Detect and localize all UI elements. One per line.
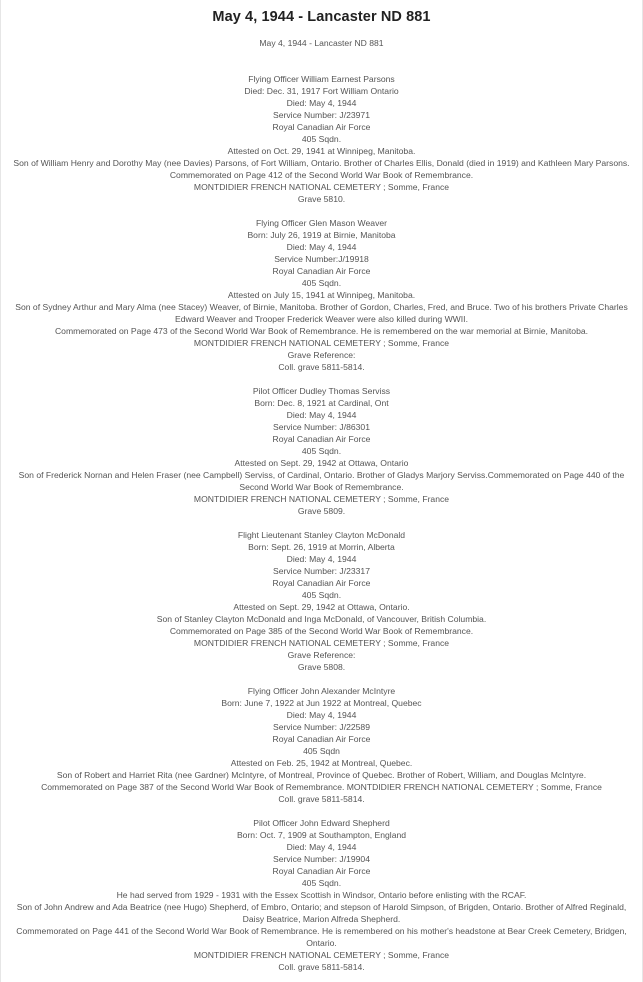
entry-line: Service Number: J/23317: [273, 566, 370, 576]
entry-line: Commemorated on Page 387 of the Second World War Book of Remembrance. MONTDIDIER FRENCH NATIONAL CEMETERY ; Somme, France: [41, 782, 602, 792]
entry-line: Died: May 4, 1944: [286, 554, 357, 564]
entry-line: Grave 5810.: [297, 194, 346, 204]
memorial-entry: [5, 217, 638, 373]
entry-line: MONTDIDIER FRENCH NATIONAL CEMETERY ; Somme, France: [193, 950, 450, 960]
page-title: May 4, 1944 - Lancaster ND 881: [212, 9, 431, 25]
entry-line: 405 Sqdn.: [301, 590, 342, 600]
entry-line: Service Number:J/19918: [274, 254, 369, 264]
entry-line: Died: May 4, 1944: [286, 842, 357, 852]
entry-line: Died: Dec. 31, 1917 Fort William Ontario: [244, 86, 399, 96]
entry-line: Attested on Sept. 29, 1942 at Ottawa, Ontario: [234, 458, 409, 468]
entry-line: Born: Sept. 26, 1919 at Morrin, Alberta: [248, 542, 395, 552]
entry-line: Son of Stanley Clayton McDonald and Inga McDonald, of Vancouver, British Columbia.: [156, 614, 487, 624]
entry-line: Grave 5809.: [297, 506, 346, 516]
entry-line: Service Number: J/86301: [273, 422, 370, 432]
memorial-entry: [5, 529, 638, 673]
entry-name: Pilot Officer John Edward Shepherd: [253, 818, 390, 828]
entry-line: Royal Canadian Air Force: [272, 866, 371, 876]
page-subtitle: May 4, 1944 - Lancaster ND 881: [259, 38, 384, 48]
entry-line: Royal Canadian Air Force: [272, 434, 371, 444]
entry-line: MONTDIDIER FRENCH NATIONAL CEMETERY ; Somme, France: [193, 182, 450, 192]
entry-line: MONTDIDIER FRENCH NATIONAL CEMETERY ; Somme, France: [193, 638, 450, 648]
entry-line: He had served from 1929 - 1931 with the Essex Scottish in Windsor, Ontario before enlisting with the RCAF.: [116, 890, 527, 900]
entry-line: Son of Sydney Arthur and Mary Alma (nee Stacey) Weaver, of Birnie, Manitoba. Brother of Gordon, Charles, Fred, and Bruce. Two of his brothers Private Charles Edward Weaver and Trooper Frederick Weaver were also killed during WWII.: [15, 302, 628, 324]
entry-line: Died: May 4, 1944: [286, 710, 357, 720]
entry-line: Commemorated on Page 385 of the Second World War Book of Remembrance.: [169, 626, 474, 636]
entry-line: Son of John Andrew and Ada Beatrice (nee Hugo) Shepherd, of Embro, Ontario; and stepson of Harold Simpson, of Brigden, Ontario. Brother of Alfred Reginald, Daisy Beatrice, Marion Alfreda Shepherd.: [16, 902, 627, 924]
entry-line: 405 Sqdn.: [301, 134, 342, 144]
entry-line: 405 Sqdn.: [301, 878, 342, 888]
entry-line: 405 Sqdn.: [301, 278, 342, 288]
entry-line: Died: May 4, 1944: [286, 242, 357, 252]
entry-line: Coll. grave 5811-5814.: [278, 962, 365, 972]
memorial-entry: [5, 685, 638, 805]
entry-line: Grave Reference:: [287, 650, 356, 660]
entry-line: Son of Frederick Nornan and Helen Fraser (nee Campbell) Serviss, of Cardinal, Ontario. Brother of Gladys Marjory Serviss.Commemorated on Page 440 of the Second World War Book of Remembrance.: [18, 470, 625, 492]
entry-line: Commemorated on Page 441 of the Second World War Book of Remembrance. He is remembered on his mother's headstone at Bear Creek Cemetery, Bridgen, Ontario.: [16, 926, 627, 948]
entry-line: Grave Reference:: [287, 350, 356, 360]
entry-line: Son of Robert and Harriet Rita (nee Gardner) McIntyre, of Montreal, Province of Quebec. Brother of Robert, William, and Douglas McIntyre.: [56, 770, 587, 780]
memorial-entry: [5, 817, 638, 973]
entry-line: Attested on Feb. 25, 1942 at Montreal, Quebec.: [230, 758, 413, 768]
entry-line: Attested on July 15, 1941 at Winnipeg, Manitoba.: [227, 290, 416, 300]
entry-line: MONTDIDIER FRENCH NATIONAL CEMETERY ; Somme, France: [193, 338, 450, 348]
entry-line: Commemorated on Page 412 of the Second World War Book of Remembrance.: [169, 170, 474, 180]
entry-line: Born: Oct. 7, 1909 at Southampton, England: [236, 830, 407, 840]
entry-line: Born: July 26, 1919 at Birnie, Manitoba: [247, 230, 396, 240]
entry-name: Flight Lieutenant Stanley Clayton McDonald: [237, 530, 406, 540]
entry-line: Service Number: J/22589: [273, 722, 370, 732]
entry-line: Royal Canadian Air Force: [272, 734, 371, 744]
entry-line: 405 Sqdn: [303, 746, 340, 756]
entry-line: Son of William Henry and Dorothy May (nee Davies) Parsons, of Fort William, Ontario. Brother of Charles Ellis, Donald (died in 1919) and Kathleen Mary Parsons.: [13, 158, 630, 168]
entry-line: Commemorated on Page 473 of the Second World War Book of Remembrance. He is remembered on the war memorial at Birnie, Manitoba.: [54, 326, 589, 336]
entry-line: Attested on Oct. 29, 1941 at Winnipeg, Manitoba.: [227, 146, 416, 156]
entry-line: Grave 5808.: [297, 662, 346, 672]
entry-line: Died: May 4, 1944: [286, 410, 357, 420]
entry-line: Royal Canadian Air Force: [272, 266, 371, 276]
entry-line: Died: May 4, 1944: [286, 98, 357, 108]
entry-line: Born: June 7, 1922 at Jun 1922 at Montreal, Quebec: [221, 698, 422, 708]
entry-line: Service Number: J/19904: [273, 854, 370, 864]
entry-name: Flying Officer Glen Mason Weaver: [255, 218, 388, 228]
entry-line: Coll. grave 5811-5814.: [278, 362, 365, 372]
memorial-entry: [5, 385, 638, 517]
entry-line: Royal Canadian Air Force: [272, 122, 371, 132]
entry-name: Flying Officer William Earnest Parsons: [248, 74, 395, 84]
entry-line: 405 Sqdn.: [301, 446, 342, 456]
entry-line: Born: Dec. 8, 1921 at Cardinal, Ont: [254, 398, 389, 408]
entry-line: Service Number: J/23971: [273, 110, 370, 120]
entry-line: Coll. grave 5811-5814.: [278, 794, 365, 804]
memorial-entry: [5, 73, 638, 205]
entry-name: Flying Officer John Alexander McIntyre: [247, 686, 396, 696]
entry-line: MONTDIDIER FRENCH NATIONAL CEMETERY ; Somme, France: [193, 494, 450, 504]
entry-line: Attested on Sept. 29, 1942 at Ottawa, Ontario.: [233, 602, 410, 612]
entry-line: Royal Canadian Air Force: [272, 578, 371, 588]
memorial-entries: [1, 73, 642, 973]
entry-name: Pilot Officer Dudley Thomas Serviss: [252, 386, 391, 396]
